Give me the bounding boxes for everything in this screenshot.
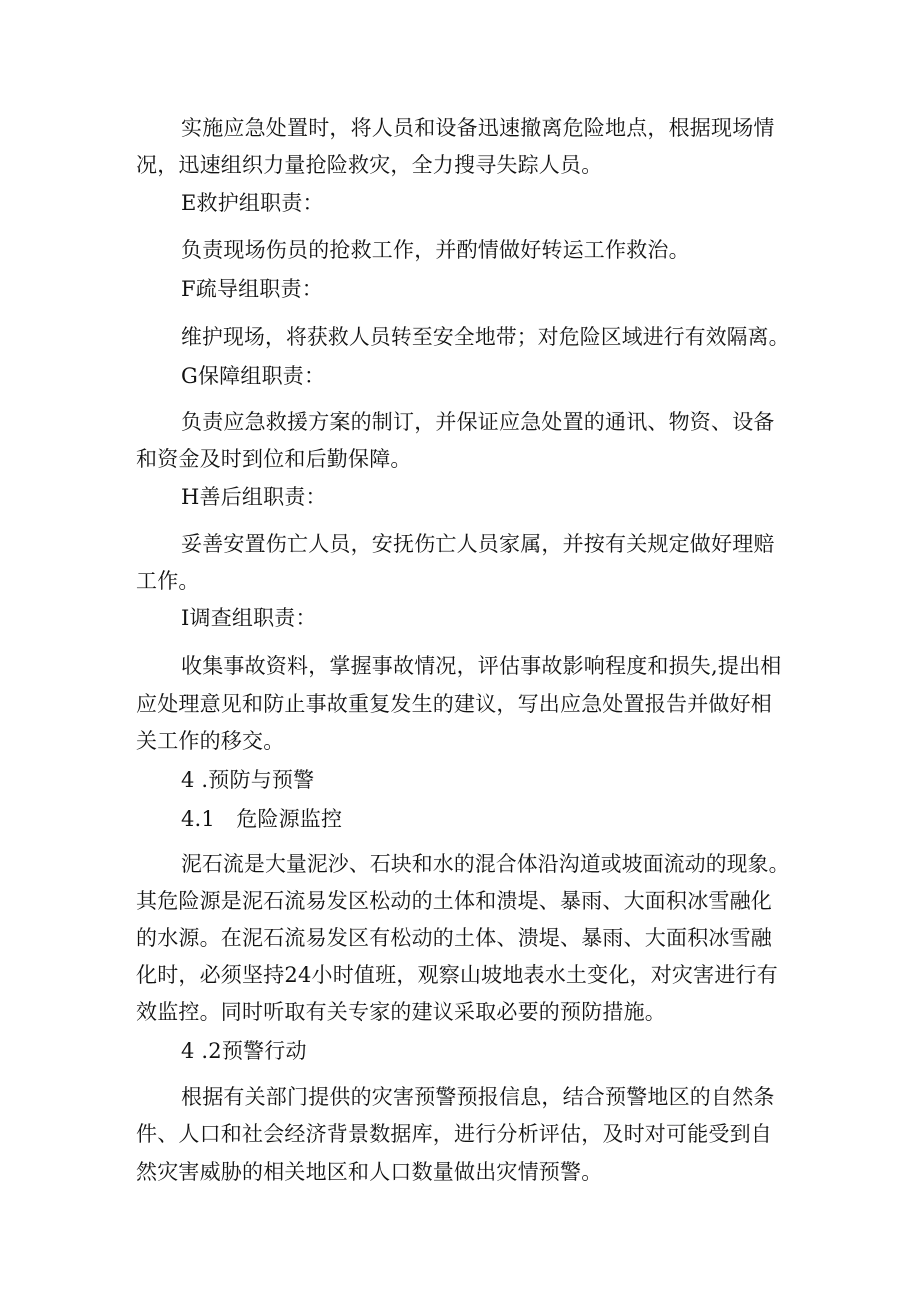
text-line: 妥善安置伤亡人员，安抚伤亡人员家属，并按有关规定做好理赔: [181, 532, 775, 556]
text-line: 负责应急救援方案的制订，并保证应急处置的通讯、物资、设备: [181, 410, 775, 434]
text-line: 其危险源是泥石流易发区松动的土体和溃堤、暴雨、大面积冰雪融化: [136, 889, 772, 913]
text-line: 化时，必须坚持24小时值班，观察山坡地表水土变化，对灾害进行有: [136, 963, 778, 987]
text-line: 件、人口和社会经济背景数据库，进行分析评估，及时对可能受到自: [136, 1122, 772, 1146]
section-heading: 4 .预防与预警: [181, 768, 315, 792]
text-line: 关工作的移交。: [136, 729, 285, 753]
section-heading: H善后组职责：: [181, 485, 327, 509]
section-heading: 4 .2预警行动: [181, 1039, 307, 1063]
section-heading: G保障组职责：: [181, 364, 326, 388]
text-line: 然灾害威胁的相关地区和人口数量做出灾情预警。: [136, 1160, 603, 1184]
text-line: 的水源。在泥石流易发区有松动的土体、溃堤、暴雨、大面积冰雪融: [136, 926, 772, 950]
text-line: 应处理意见和防止事故重复发生的建议，写出应急处置报告并做好相: [136, 692, 772, 716]
section-heading: E救护组职责：: [181, 191, 324, 215]
text-line: 负责现场伤员的抢救工作，并酌情做好转运工作救治。: [181, 238, 690, 262]
section-heading: I调查组职责：: [181, 606, 317, 630]
text-line: 维护现场，将获救人员转至安全地带；对危险区域进行有效隔离。: [181, 325, 790, 349]
text-line: 效监控。同时听取有关专家的建议采取必要的预防措施。: [136, 1000, 666, 1024]
text-line: 工作。: [136, 569, 200, 593]
section-heading: 4.1 危险源监控: [181, 807, 343, 831]
text-line: 况，迅速组织力量抢险救灾，全力搜寻失踪人员。: [136, 153, 603, 177]
text-line: 泥石流是大量泥沙、石块和水的混合体沿沟道或坡面流动的现象。: [181, 852, 790, 876]
text-line: 根据有关部门提供的灾害预警预报信息，结合预警地区的自然条: [181, 1085, 775, 1109]
text-line: 和资金及时到位和后勤保障。: [136, 447, 412, 471]
text-line: 收集事故资料，掌握事故情况，评估事故影响程度和损失,提出相: [181, 654, 782, 678]
text-line: 实施应急处置时，将人员和设备迅速撤离危险地点，根据现场情: [181, 116, 775, 140]
section-heading: F疏导组职责：: [181, 277, 323, 301]
